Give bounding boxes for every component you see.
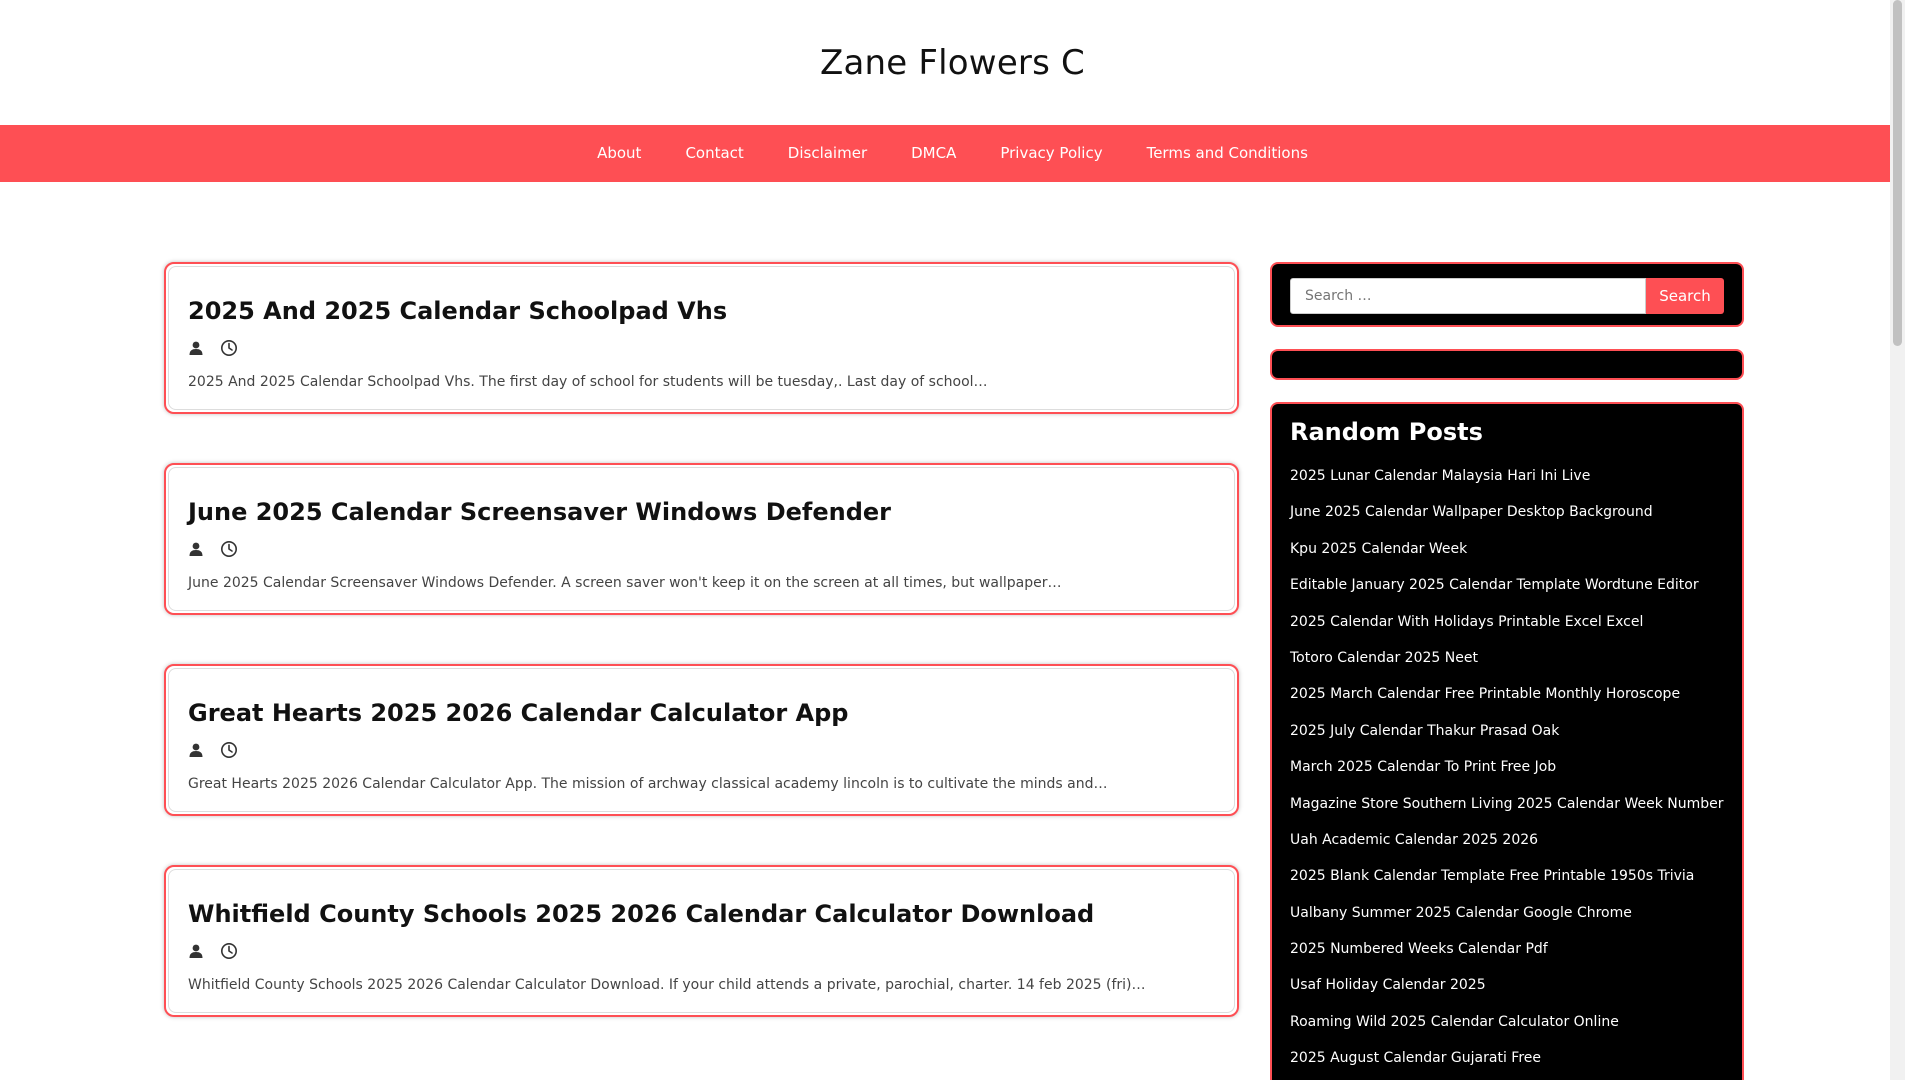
random-posts-list	[1290, 458, 1724, 1077]
random-post-link[interactable]: Roaming Wild 2025 Calendar Calculator Online	[1290, 1013, 1619, 1030]
random-post-link[interactable]: 2025 March Calendar Free Printable Monthly Horoscope	[1290, 686, 1681, 703]
nav-item-terms-and-conditions[interactable]: Terms and Conditions	[1146, 144, 1308, 162]
list-item	[1290, 458, 1724, 494]
random-post-link[interactable]: 2025 Blank Calendar Template Free Printable 1950s Trivia	[1290, 868, 1695, 885]
user-icon[interactable]	[188, 541, 204, 557]
list-item	[1290, 676, 1724, 712]
nav-item-disclaimer[interactable]: Disclaimer	[787, 144, 868, 162]
list-item	[1290, 858, 1724, 894]
nav-item-dmca[interactable]: DMCA	[911, 144, 957, 162]
nav-item-about[interactable]: About	[597, 144, 642, 162]
list-item	[1290, 786, 1724, 822]
random-post-link[interactable]: 2025 Lunar Calendar Malaysia Hari Ini Live	[1290, 468, 1591, 484]
random-post-link[interactable]: 2025 July Calendar Thakur Prasad Oak	[1290, 722, 1560, 739]
random-post-link[interactable]: Ualbany Summer 2025 Calendar Google Chrome	[1290, 904, 1632, 921]
search-button[interactable]: Search	[1646, 278, 1724, 314]
post-list	[164, 262, 1239, 1066]
post-meta	[188, 941, 1217, 961]
random-posts-title: Random Posts	[1290, 418, 1483, 446]
clock-icon[interactable]	[220, 339, 238, 357]
post-title[interactable]: June 2025 Calendar Screensaver Windows Defender	[188, 498, 891, 526]
random-post-link[interactable]: 2025 August Calendar Gujarati Free	[1290, 1050, 1541, 1067]
random-post-link[interactable]: 2025 Numbered Weeks Calendar Pdf	[1290, 941, 1548, 958]
list-item	[1290, 640, 1724, 676]
list-item	[1290, 749, 1724, 785]
post-card	[164, 664, 1239, 816]
list-item	[1290, 1004, 1724, 1040]
empty-widget	[1270, 349, 1744, 380]
search-input[interactable]	[1290, 278, 1646, 314]
list-item	[1290, 822, 1724, 858]
random-post-link[interactable]: Usaf Holiday Calendar 2025	[1290, 977, 1486, 994]
list-item	[1290, 931, 1724, 967]
clock-icon[interactable]	[220, 741, 238, 759]
list-item	[1290, 567, 1724, 603]
random-post-link[interactable]: Kpu 2025 Calendar Week	[1290, 540, 1468, 557]
post-card	[164, 463, 1239, 615]
post-excerpt: 2025 And 2025 Calendar Schoolpad Vhs. The first day of school for students will be tuesday,. Last day of school…	[188, 374, 988, 390]
nav-item-contact[interactable]: Contact	[685, 144, 744, 162]
list-item	[1290, 895, 1724, 931]
post-excerpt: Great Hearts 2025 2026 Calendar Calculator App. The mission of archway classical academy lincoln is to cultivate the minds and…	[188, 776, 1108, 792]
site-title[interactable]: Zane Flowers C	[820, 42, 1085, 83]
random-post-link[interactable]: Uah Academic Calendar 2025 2026	[1290, 831, 1539, 848]
post-title[interactable]: Great Hearts 2025 2026 Calendar Calculator App	[188, 699, 849, 727]
random-post-link[interactable]: Editable January 2025 Calendar Template Wordtune Editor	[1290, 577, 1699, 594]
random-post-link[interactable]: Magazine Store Southern Living 2025 Calendar Week Number	[1290, 795, 1724, 812]
post-meta	[188, 740, 1217, 760]
random-post-link[interactable]: Totoro Calendar 2025 Neet	[1290, 649, 1478, 666]
scrollbar-thumb[interactable]	[1893, 0, 1902, 346]
main-nav	[0, 125, 1905, 182]
user-icon[interactable]	[188, 742, 204, 758]
post-excerpt: June 2025 Calendar Screensaver Windows Defender. A screen saver won't keep it on the screen at all times, but wallpaper…	[188, 575, 1062, 591]
post-title[interactable]: Whitfield County Schools 2025 2026 Calendar Calculator Download	[188, 900, 1095, 928]
clock-icon[interactable]	[220, 942, 238, 960]
random-post-link[interactable]: June 2025 Calendar Wallpaper Desktop Background	[1290, 504, 1653, 521]
post-meta	[188, 338, 1217, 358]
list-item	[1290, 531, 1724, 567]
site-header	[0, 0, 1905, 125]
post-title[interactable]: 2025 And 2025 Calendar Schoolpad Vhs	[188, 297, 728, 325]
post-card	[164, 865, 1239, 1017]
clock-icon[interactable]	[220, 540, 238, 558]
list-item	[1290, 494, 1724, 530]
post-meta	[188, 539, 1217, 559]
post-card	[164, 262, 1239, 414]
sidebar	[1270, 262, 1744, 1080]
scrollbar[interactable]	[1890, 0, 1905, 1080]
user-icon[interactable]	[188, 943, 204, 959]
random-posts-widget	[1270, 402, 1744, 1080]
list-item	[1290, 604, 1724, 640]
nav-item-privacy-policy[interactable]: Privacy Policy	[1000, 144, 1103, 162]
search-widget	[1270, 262, 1744, 327]
random-post-link[interactable]: 2025 Calendar With Holidays Printable Excel Excel	[1290, 613, 1644, 630]
user-icon[interactable]	[188, 340, 204, 356]
list-item	[1290, 1040, 1724, 1076]
post-excerpt: Whitfield County Schools 2025 2026 Calendar Calculator Download. If your child attends a private, parochial, charter. 14 feb 2025 (fri)…	[188, 977, 1146, 993]
list-item	[1290, 713, 1724, 749]
random-post-link[interactable]: March 2025 Calendar To Print Free Job	[1290, 759, 1557, 776]
list-item	[1290, 967, 1724, 1003]
